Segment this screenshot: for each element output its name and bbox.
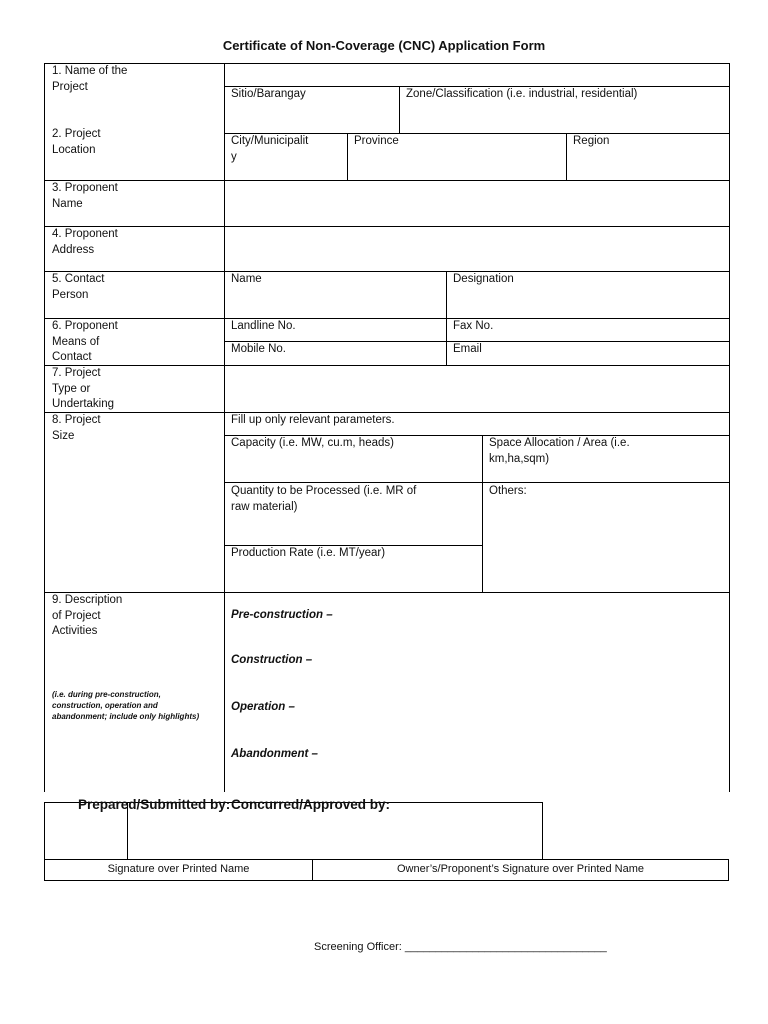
owner-signature-label: Owner’s/Proponent’s Signature over Printed Name — [396, 863, 645, 875]
table-border-right — [729, 63, 730, 792]
label-name-of-project: 1. Name of the Project — [52, 65, 128, 93]
activity-construction[interactable]: Construction – — [231, 654, 313, 666]
description-note: (i.e. during pre-construction, construction, operation and abandonment; include only highlights) — [52, 690, 200, 721]
zone-classification-field[interactable]: Zone/Classification (i.e. industrial, residential) — [406, 88, 638, 100]
landline-field[interactable]: Landline No. — [231, 320, 296, 332]
sig-row-divider — [44, 859, 729, 860]
space-allocation-field[interactable]: Space Allocation / Area (i.e. km,ha,sqm) — [489, 437, 630, 465]
cell-divider — [347, 133, 348, 180]
proponent-address-field[interactable] — [225, 227, 729, 271]
label-project-size: 8. Project Size — [52, 414, 101, 442]
sig-border-inner-right — [542, 802, 543, 859]
contact-designation-field[interactable]: Designation — [453, 273, 514, 285]
cell-divider — [224, 482, 730, 483]
contact-name-field[interactable]: Name — [231, 273, 262, 285]
project-type-field[interactable] — [225, 366, 729, 412]
activity-pre-construction[interactable]: Pre-construction – — [231, 609, 333, 621]
proponent-name-field[interactable] — [225, 181, 729, 226]
activity-operation[interactable]: Operation – — [231, 701, 295, 713]
cell-divider — [482, 435, 483, 592]
label-proponent-name: 3. Proponent Name — [52, 182, 118, 210]
activity-abandonment[interactable]: Abandonment – — [231, 748, 318, 760]
production-rate-field[interactable]: Production Rate (i.e. MT/year) — [231, 547, 386, 559]
city-municipality-field[interactable]: City/Municipalit y — [231, 135, 309, 163]
label-contact-person: 5. Contact Person — [52, 273, 105, 301]
cell-divider — [566, 133, 567, 180]
region-field[interactable]: Region — [573, 135, 610, 147]
signature-printed-name-label: Signature over Printed Name — [107, 863, 250, 875]
size-note: Fill up only relevant parameters. — [231, 414, 395, 426]
mobile-field[interactable]: Mobile No. — [231, 343, 286, 355]
table-border-left — [44, 63, 45, 792]
project-name-field[interactable] — [225, 64, 729, 86]
concurred-approved-label: Concurred/Approved by: — [231, 797, 391, 812]
form-title: Certificate of Non-Coverage (CNC) Application Form — [222, 38, 546, 53]
sig-border-bottom — [44, 880, 729, 881]
screening-officer-line[interactable]: Screening Officer: _________________________________ — [314, 941, 607, 953]
signature-area[interactable] — [128, 818, 542, 858]
capacity-field[interactable]: Capacity (i.e. MW, cu.m, heads) — [231, 437, 394, 449]
label-project-type: 7. Project Type or Undertaking — [52, 367, 115, 410]
cell-divider — [399, 86, 400, 133]
sitio-barangay-field[interactable]: Sitio/Barangay — [231, 88, 306, 100]
cell-divider — [446, 271, 447, 318]
quantity-processed-field[interactable]: Quantity to be Processed (i.e. MR of raw material) — [231, 485, 417, 513]
fax-field[interactable]: Fax No. — [453, 320, 494, 332]
row-divider — [44, 592, 730, 593]
email-field[interactable]: Email — [453, 343, 482, 355]
table-column-divider — [224, 63, 225, 792]
label-proponent-address: 4. Proponent Address — [52, 228, 118, 256]
prepared-submitted-label: Prepared/Submitted by: — [78, 797, 231, 812]
label-description: 9. Description of Project Activities — [52, 594, 123, 637]
sig-border-right — [728, 859, 729, 880]
others-field[interactable]: Others: — [489, 485, 527, 497]
province-field[interactable]: Province — [354, 135, 399, 147]
label-means-of-contact: 6. Proponent Means of Contact — [52, 320, 118, 363]
label-project-location: 2. Project Location — [52, 128, 101, 156]
